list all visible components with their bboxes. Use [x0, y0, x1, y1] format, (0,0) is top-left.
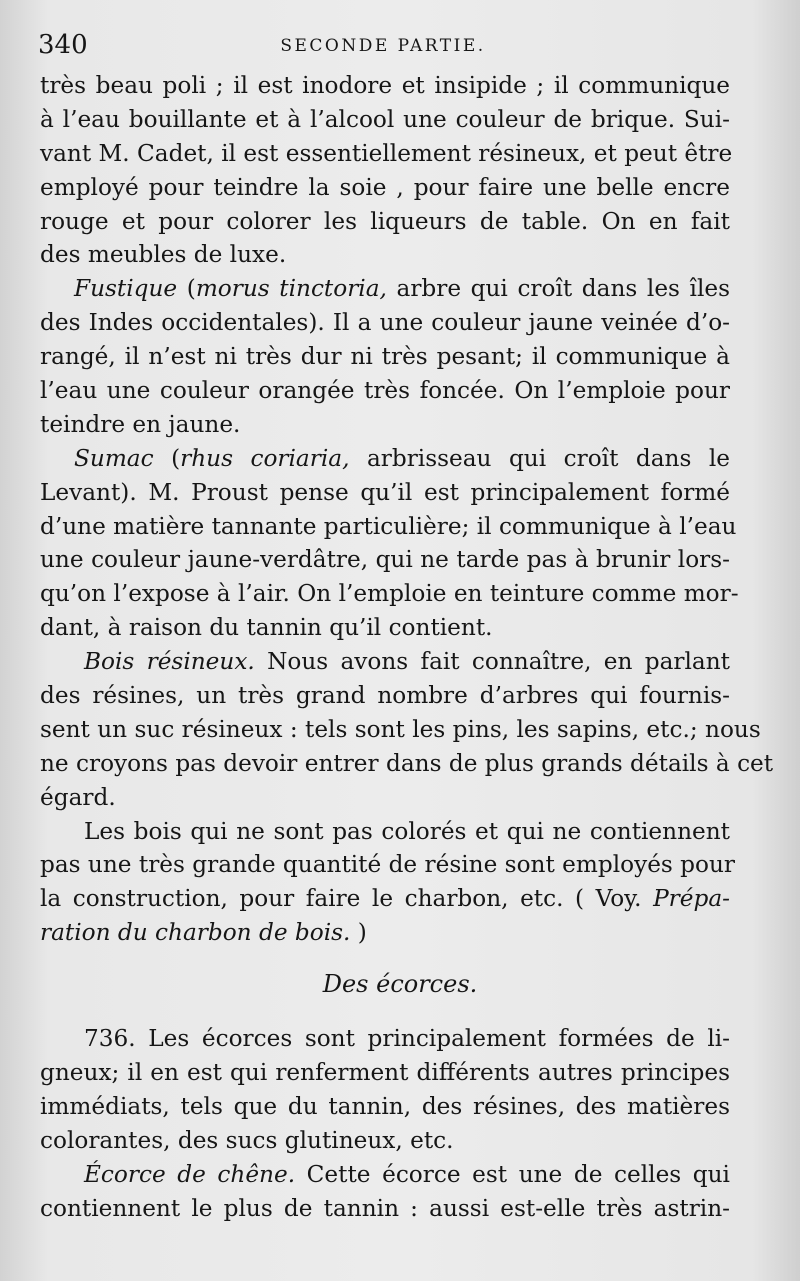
text-line: très beau poli ; il est inodore et insipide ; il communique — [40, 72, 730, 99]
text-run: arbrisseau qui croît dans le — [349, 444, 730, 472]
text-line: d’une matière tannante particulière; il communique à l’eau — [40, 512, 737, 540]
text-line: dant, à raison du tannin qu’il contient. — [40, 614, 493, 642]
text-run: ) — [350, 919, 367, 947]
spacer — [40, 950, 730, 966]
text-line — [40, 882, 730, 916]
text-line: teindre en jaune. — [40, 410, 241, 438]
text-run: la construction, pour faire le charbon, etc. ( Voy. — [40, 885, 654, 913]
text-run-italic: Prépa- — [653, 885, 730, 913]
page-header — [38, 30, 728, 62]
term-ecorce-de-chene: Écorce de chêne. — [84, 1160, 296, 1188]
body-text — [40, 69, 774, 1226]
latin-name: rhus coriaria, — [180, 444, 350, 472]
text-line: égard. — [40, 783, 116, 811]
paragraph-first-line — [40, 272, 730, 306]
text-line: des meubles de luxe. — [40, 241, 287, 269]
paragraph-first-line: 736. Les écorces sont principalement formées de li- — [84, 1025, 730, 1053]
running-head: SECONDE PARTIE. — [280, 36, 486, 56]
text-line: immédiats, tels que du tannin, des résines, des matières — [40, 1092, 730, 1120]
term-bois-resineux: Bois résineux. — [84, 648, 255, 676]
term-fustique: Fustique — [74, 275, 178, 303]
latin-name: morus tinctoria, — [195, 275, 387, 303]
spacer — [40, 1002, 730, 1022]
paragraph-first-line — [40, 442, 730, 476]
text-line: Levant). M. Proust pense qu’il est principalement formé — [40, 478, 730, 506]
section-title: Des écorces. — [322, 970, 478, 999]
text-line: contiennent le plus de tannin : aussi est-elle très astrin- — [40, 1194, 730, 1222]
text-run: ( — [153, 444, 181, 472]
text-line: des Indes occidentales). Il a une couleur jaune veinée d’o- — [40, 309, 730, 337]
text-line: ne croyons pas devoir entrer dans de plus grands détails à cet — [40, 749, 774, 777]
paragraph-first-line — [40, 645, 730, 679]
paragraph-first-line: Les bois qui ne sont pas colorés et qui ne contiennent — [84, 817, 730, 845]
text-line: vant M. Cadet, il est essentiellement résineux, et peut être — [40, 139, 733, 167]
text-run-italic: ration du charbon de bois. — [40, 919, 351, 947]
paragraph-first-line — [40, 1158, 730, 1192]
text-line: employé pour teindre la soie , pour faire une belle encre — [40, 173, 730, 201]
page-number: 340 — [38, 30, 88, 60]
text-run: arbre qui croît dans les îles — [386, 275, 730, 303]
text-line: une couleur jaune-verdâtre, qui ne tarde pas à brunir lors- — [40, 546, 730, 574]
text-run: ( — [177, 275, 196, 303]
text-line: l’eau une couleur orangée très foncée. On l’emploie pour — [40, 377, 730, 405]
text-run: Nous avons fait connaître, en parlant — [254, 648, 730, 676]
text-line: qu’on l’expose à l’air. On l’emploie en teinture comme mor- — [40, 580, 739, 608]
text-line: rangé, il n’est ni très dur ni très pesant; il communique à — [40, 343, 730, 371]
text-line: des résines, un très grand nombre d’arbres qui fournis- — [40, 682, 730, 710]
text-line — [40, 916, 730, 950]
text-line: colorantes, des sucs glutineux, etc. — [40, 1126, 454, 1154]
text-line: gneux; il en est qui renferment différents autres principes — [40, 1059, 730, 1087]
term-sumac: Sumac — [74, 444, 154, 472]
text-line: rouge et pour colorer les liqueurs de table. On en fait — [40, 207, 730, 235]
text-run: Cette écorce est une de celles qui — [295, 1160, 730, 1188]
text-line: à l’eau bouillante et à l’alcool une couleur de brique. Sui- — [40, 105, 730, 133]
text-line: sent un suc résineux : tels sont les pins, les sapins, etc.; nous — [40, 715, 761, 743]
text-line: pas une très grande quantité de résine sont employés pour — [40, 851, 736, 879]
